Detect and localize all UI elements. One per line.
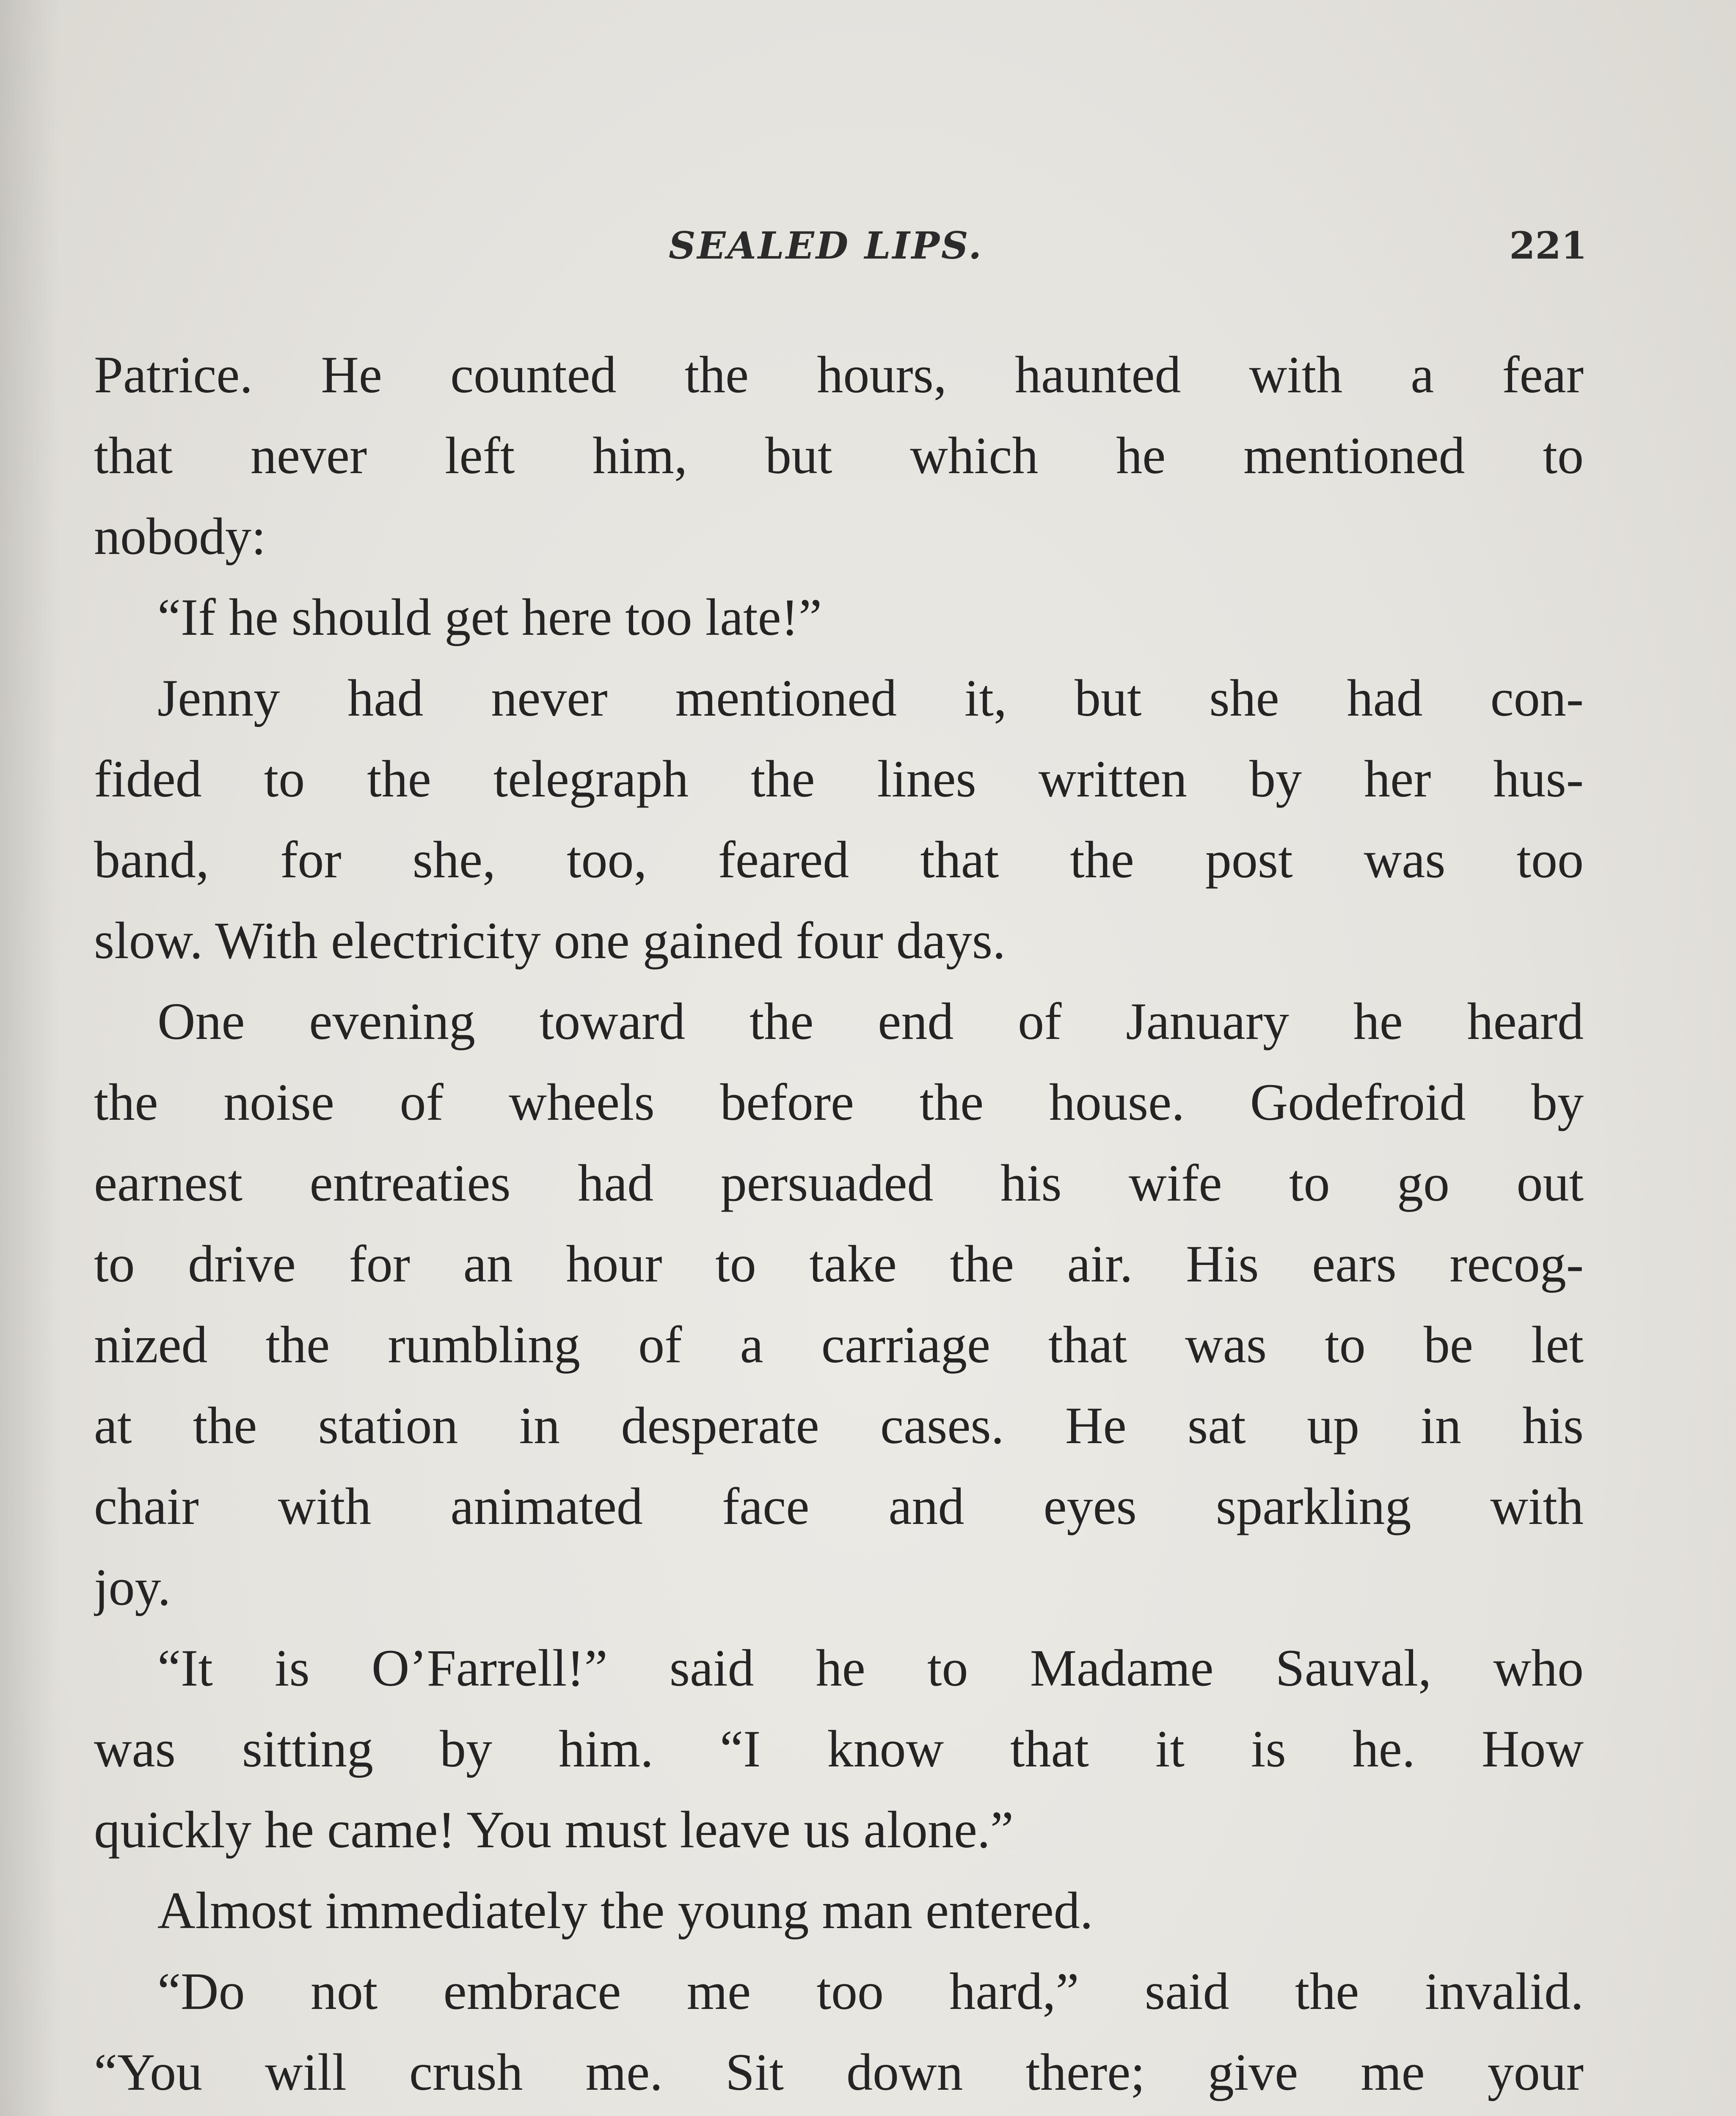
text-line: that never left him, but which he mentioned to [94,427,1584,485]
text-line: joy. [94,1558,171,1616]
text-line: “You will crush me. Sit down there; give me your [94,2043,1584,2101]
text-line: nized the rumbling of a carriage that was to be let [94,1316,1584,1374]
text-line: “Do not embrace me too hard,” said the invalid. [157,1962,1584,2020]
text-line: at the station in desperate cases. He sat up in his [94,1397,1584,1455]
text-line: One evening toward the end of January he heard [157,992,1584,1050]
text-line: Patrice. He counted the hours, haunted with a fear [94,346,1584,404]
text-line: band, for she, too, feared that the post was too [94,831,1584,889]
text-line: “If he should get here too late!” [157,588,822,646]
text-line: to drive for an hour to take the air. His ears recog- [94,1235,1584,1293]
text-line: the noise of wheels before the house. Godefroid by [94,1073,1584,1131]
text-line: quickly he came! You must leave us alone.” [94,1801,1014,1859]
text-line: Jenny had never mentioned it, but she had con- [157,669,1584,727]
body-text [94,334,1584,2116]
text-line [94,2113,1584,2116]
text-line: chair with animated face and eyes sparkling with [94,1477,1584,1535]
text-line: nobody: [94,507,266,565]
running-head-title: SEALED LIPS. [669,223,984,267]
text-line: slow. With electricity one gained four days. [94,912,1006,970]
text-line: was sitting by him. “I know that it is he. How [94,1720,1584,1778]
page-number: 221 [1509,223,1587,267]
gutter-shadow [0,0,59,2116]
text-line: “It is O’Farrell!” said he to Madame Sauval, who [157,1639,1584,1697]
text-line: fided to the telegraph the lines written by her hus- [94,750,1584,808]
text-line: Almost immediately the young man entered. [157,1882,1093,1940]
text-line: earnest entreaties had persuaded his wife to go out [94,1154,1584,1212]
